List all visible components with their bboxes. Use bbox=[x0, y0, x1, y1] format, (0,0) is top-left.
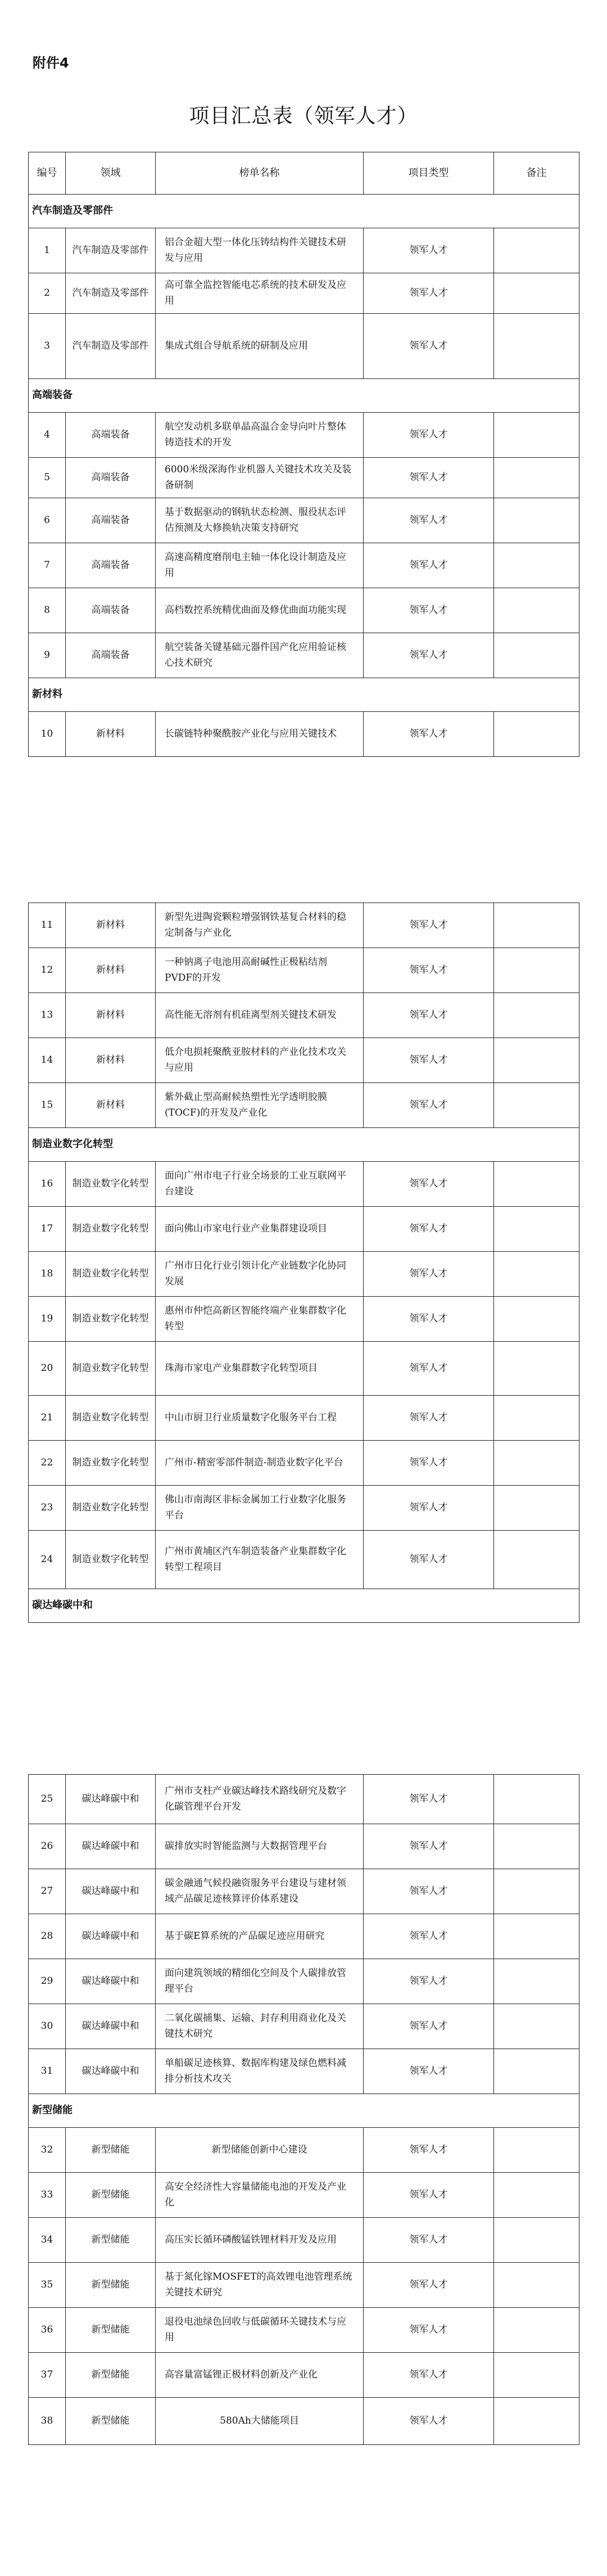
cell-field: 新型储能 bbox=[66, 2128, 156, 2173]
cell-project-type: 领军人才 bbox=[364, 993, 494, 1038]
cell-number: 15 bbox=[29, 1083, 66, 1128]
cell-number: 29 bbox=[29, 1959, 66, 2004]
cell-remarks bbox=[494, 993, 579, 1038]
table-row bbox=[29, 1396, 579, 1441]
cell-number: 30 bbox=[29, 2004, 66, 2049]
cell-project-type: 领军人才 bbox=[364, 1083, 494, 1128]
cell-list-name: 高可靠全监控智能电芯系统的技术研发及应用 bbox=[156, 273, 364, 314]
table-row bbox=[29, 1342, 579, 1396]
cell-field: 制造业数字化转型 bbox=[66, 1252, 156, 1297]
cell-number: 9 bbox=[29, 633, 66, 678]
cell-remarks bbox=[494, 2263, 579, 2308]
table-row bbox=[29, 498, 579, 543]
header-project-type: 项目类型 bbox=[364, 152, 494, 195]
cell-remarks bbox=[494, 633, 579, 678]
cell-list-name: 中山市厨卫行业质量数字化服务平台工程 bbox=[156, 1396, 364, 1441]
cell-project-type: 领军人才 bbox=[364, 1959, 494, 2004]
cell-remarks bbox=[494, 273, 579, 314]
cell-number: 10 bbox=[29, 712, 66, 757]
cell-number: 33 bbox=[29, 2173, 66, 2218]
cell-number: 23 bbox=[29, 1486, 66, 1531]
cell-remarks bbox=[494, 2128, 579, 2173]
cell-list-name: 紫外截止型高耐候热塑性光学透明胶膜(TOCF)的开发及产业化 bbox=[156, 1083, 364, 1128]
header-list-name: 榜单名称 bbox=[156, 152, 364, 195]
table-row bbox=[29, 543, 579, 588]
table-row bbox=[29, 1486, 579, 1531]
cell-number: 16 bbox=[29, 1162, 66, 1207]
cell-number: 18 bbox=[29, 1252, 66, 1297]
cell-list-name: 单船碳足迹核算、数据库构建及绿色燃料减排分析技术攻关 bbox=[156, 2049, 364, 2094]
cell-number: 12 bbox=[29, 948, 66, 993]
cell-field: 制造业数字化转型 bbox=[66, 1297, 156, 1342]
table-row bbox=[29, 1914, 579, 1959]
category-label: 制造业数字化转型 bbox=[29, 1128, 579, 1162]
cell-project-type: 领军人才 bbox=[364, 588, 494, 633]
cell-remarks bbox=[494, 2049, 579, 2094]
cell-number: 24 bbox=[29, 1531, 66, 1589]
table-row bbox=[29, 1297, 579, 1342]
cell-field: 碳达峰碳中和 bbox=[66, 2004, 156, 2049]
table-row bbox=[29, 633, 579, 678]
cell-number: 20 bbox=[29, 1342, 66, 1396]
cell-project-type: 领军人才 bbox=[364, 2308, 494, 2353]
table-row bbox=[29, 2398, 579, 2445]
cell-list-name: 长碳链特种聚酰胺产业化与应用关键技术 bbox=[156, 712, 364, 757]
cell-list-name: 高安全经济性大容量储能电池的开发及产业化 bbox=[156, 2173, 364, 2218]
table-row bbox=[29, 1038, 579, 1083]
cell-project-type: 领军人才 bbox=[364, 1038, 494, 1083]
cell-field: 新型储能 bbox=[66, 2398, 156, 2445]
cell-project-type: 领军人才 bbox=[364, 1396, 494, 1441]
category-label: 高端装备 bbox=[29, 379, 579, 413]
cell-remarks bbox=[494, 588, 579, 633]
table-row bbox=[29, 228, 579, 273]
table-row bbox=[29, 273, 579, 314]
cell-remarks bbox=[494, 1824, 579, 1869]
cell-number: 27 bbox=[29, 1869, 66, 1914]
cell-project-type: 领军人才 bbox=[364, 948, 494, 993]
cell-remarks bbox=[494, 1297, 579, 1342]
cell-remarks bbox=[494, 2353, 579, 2398]
cell-list-name: 广州市支柱产业碳达峰技术路线研究及数字化碳管理平台开发 bbox=[156, 1775, 364, 1824]
table-row bbox=[29, 2263, 579, 2308]
table-row bbox=[29, 1083, 579, 1128]
cell-number: 5 bbox=[29, 458, 66, 498]
cell-list-name: 高容量富锰锂正极材料创新及产业化 bbox=[156, 2353, 364, 2398]
table-row bbox=[29, 712, 579, 757]
cell-number: 14 bbox=[29, 1038, 66, 1083]
summary-table-page-2 bbox=[28, 903, 579, 1623]
cell-number: 7 bbox=[29, 543, 66, 588]
cell-remarks bbox=[494, 1083, 579, 1128]
table-row bbox=[29, 2004, 579, 2049]
cell-list-name: 二氧化碳捕集、运输、封存利用商业化及关键技术研究 bbox=[156, 2004, 364, 2049]
cell-field: 新型储能 bbox=[66, 2353, 156, 2398]
cell-project-type: 领军人才 bbox=[364, 903, 494, 948]
table-row bbox=[29, 1252, 579, 1297]
cell-project-type: 领军人才 bbox=[364, 314, 494, 379]
cell-field: 高端装备 bbox=[66, 633, 156, 678]
cell-list-name: 航空发动机多联单晶高温合金导向叶片整体铸造技术的开发 bbox=[156, 413, 364, 458]
cell-list-name: 高速高精度磨削电主轴一体化设计制造及应用 bbox=[156, 543, 364, 588]
cell-remarks bbox=[494, 1959, 579, 2004]
cell-project-type: 领军人才 bbox=[364, 228, 494, 273]
cell-remarks bbox=[494, 2004, 579, 2049]
category-label: 新材料 bbox=[29, 678, 579, 712]
cell-number: 37 bbox=[29, 2353, 66, 2398]
cell-number: 2 bbox=[29, 273, 66, 314]
cell-list-name: 铝合金超大型一体化压铸结构件关键技术研发与应用 bbox=[156, 228, 364, 273]
cell-remarks bbox=[494, 1162, 579, 1207]
cell-field: 高端装备 bbox=[66, 498, 156, 543]
cell-remarks bbox=[494, 458, 579, 498]
cell-number: 11 bbox=[29, 903, 66, 948]
cell-field: 高端装备 bbox=[66, 413, 156, 458]
cell-project-type: 领军人才 bbox=[364, 2218, 494, 2263]
table-row bbox=[29, 948, 579, 993]
cell-field: 汽车制造及零部件 bbox=[66, 228, 156, 273]
header-field: 领域 bbox=[66, 152, 156, 195]
cell-field: 新材料 bbox=[66, 993, 156, 1038]
cell-list-name: 惠州市仲恺高新区智能终端产业集群数字化转型 bbox=[156, 1297, 364, 1342]
cell-field: 制造业数字化转型 bbox=[66, 1342, 156, 1396]
cell-project-type: 领军人才 bbox=[364, 633, 494, 678]
cell-list-name: 高性能无溶剂有机硅离型剂关键技术研发 bbox=[156, 993, 364, 1038]
cell-field: 碳达峰碳中和 bbox=[66, 1959, 156, 2004]
cell-remarks bbox=[494, 2398, 579, 2445]
cell-list-name: 基于数据驱动的钢轨状态检测、服役状态评估预测及大修换轨决策支持研究 bbox=[156, 498, 364, 543]
category-label: 汽车制造及零部件 bbox=[29, 195, 579, 228]
cell-project-type: 领军人才 bbox=[364, 1486, 494, 1531]
cell-number: 38 bbox=[29, 2398, 66, 2445]
cell-number: 22 bbox=[29, 1441, 66, 1486]
table-row bbox=[29, 2173, 579, 2218]
table-row bbox=[29, 2128, 579, 2173]
cell-project-type: 领军人才 bbox=[364, 413, 494, 458]
cell-remarks bbox=[494, 2173, 579, 2218]
cell-list-name: 面向广州市电子行业全场景的工业互联网平台建设 bbox=[156, 1162, 364, 1207]
cell-project-type: 领军人才 bbox=[364, 2398, 494, 2445]
table-row bbox=[29, 314, 579, 379]
category-row bbox=[29, 1128, 579, 1162]
cell-remarks bbox=[494, 1252, 579, 1297]
cell-number: 21 bbox=[29, 1396, 66, 1441]
cell-field: 制造业数字化转型 bbox=[66, 1531, 156, 1589]
cell-project-type: 领军人才 bbox=[364, 2353, 494, 2398]
cell-field: 汽车制造及零部件 bbox=[66, 314, 156, 379]
cell-field: 新型储能 bbox=[66, 2308, 156, 2353]
table-row bbox=[29, 1824, 579, 1869]
table-row bbox=[29, 1959, 579, 2004]
cell-project-type: 领军人才 bbox=[364, 1252, 494, 1297]
cell-field: 新材料 bbox=[66, 903, 156, 948]
cell-list-name: 面向建筑领域的精细化空间及个人碳排放管理平台 bbox=[156, 1959, 364, 2004]
cell-project-type: 领军人才 bbox=[364, 1297, 494, 1342]
table-row bbox=[29, 1441, 579, 1486]
cell-remarks bbox=[494, 498, 579, 543]
cell-field: 新型储能 bbox=[66, 2263, 156, 2308]
cell-remarks bbox=[494, 228, 579, 273]
cell-field: 碳达峰碳中和 bbox=[66, 1775, 156, 1824]
cell-field: 新材料 bbox=[66, 712, 156, 757]
cell-project-type: 领军人才 bbox=[364, 2128, 494, 2173]
cell-project-type: 领军人才 bbox=[364, 1914, 494, 1959]
cell-remarks bbox=[494, 2218, 579, 2263]
table-header-row bbox=[29, 152, 579, 195]
cell-field: 制造业数字化转型 bbox=[66, 1486, 156, 1531]
cell-list-name: 新型先进陶瓷颗粒增强钢铁基复合材料的稳定制备与产业化 bbox=[156, 903, 364, 948]
cell-project-type: 领军人才 bbox=[364, 712, 494, 757]
cell-list-name: 新型储能创新中心建设 bbox=[156, 2128, 364, 2173]
cell-list-name: 退役电池绿色回收与低碳循环关键技术与应用 bbox=[156, 2308, 364, 2353]
cell-number: 25 bbox=[29, 1775, 66, 1824]
cell-field: 高端装备 bbox=[66, 458, 156, 498]
cell-field: 碳达峰碳中和 bbox=[66, 1869, 156, 1914]
cell-list-name: 基于碳E算系统的产品碳足迹应用研究 bbox=[156, 1914, 364, 1959]
cell-remarks bbox=[494, 1869, 579, 1914]
cell-project-type: 领军人才 bbox=[364, 458, 494, 498]
cell-field: 制造业数字化转型 bbox=[66, 1441, 156, 1486]
category-row bbox=[29, 1589, 579, 1623]
cell-remarks bbox=[494, 413, 579, 458]
cell-list-name: 航空装备关键基础元器件国产化应用验证核心技术研究 bbox=[156, 633, 364, 678]
cell-list-name: 碳金融通气候投融资服务平台建设与建材领域产品碳足迹核算评价体系建设 bbox=[156, 1869, 364, 1914]
cell-project-type: 领军人才 bbox=[364, 1342, 494, 1396]
cell-remarks bbox=[494, 712, 579, 757]
cell-list-name: 集成式组合导航系统的研制及应用 bbox=[156, 314, 364, 379]
cell-project-type: 领军人才 bbox=[364, 1824, 494, 1869]
category-label: 新型储能 bbox=[29, 2094, 579, 2128]
cell-project-type: 领军人才 bbox=[364, 1441, 494, 1486]
cell-list-name: 低介电损耗聚酰亚胺材料的产业化技术攻关与应用 bbox=[156, 1038, 364, 1083]
cell-project-type: 领军人才 bbox=[364, 2004, 494, 2049]
cell-remarks bbox=[494, 1775, 579, 1824]
cell-remarks bbox=[494, 948, 579, 993]
cell-number: 8 bbox=[29, 588, 66, 633]
cell-remarks bbox=[494, 1207, 579, 1252]
cell-list-name: 高档数控系统精优曲面及修优曲面功能实现 bbox=[156, 588, 364, 633]
table-row bbox=[29, 1775, 579, 1824]
cell-number: 19 bbox=[29, 1297, 66, 1342]
attachment-label: 附件4 bbox=[33, 55, 69, 71]
cell-field: 制造业数字化转型 bbox=[66, 1207, 156, 1252]
header-number: 编号 bbox=[29, 152, 66, 195]
cell-remarks bbox=[494, 1038, 579, 1083]
cell-number: 32 bbox=[29, 2128, 66, 2173]
cell-field: 碳达峰碳中和 bbox=[66, 2049, 156, 2094]
cell-remarks bbox=[494, 314, 579, 379]
cell-list-name: 碳排放实时智能监测与大数据管理平台 bbox=[156, 1824, 364, 1869]
header-remarks: 备注 bbox=[494, 152, 579, 195]
cell-project-type: 领军人才 bbox=[364, 2263, 494, 2308]
cell-remarks bbox=[494, 1486, 579, 1531]
cell-field: 制造业数字化转型 bbox=[66, 1162, 156, 1207]
cell-field: 制造业数字化转型 bbox=[66, 1396, 156, 1441]
cell-project-type: 领军人才 bbox=[364, 1775, 494, 1824]
table-row bbox=[29, 1162, 579, 1207]
cell-number: 6 bbox=[29, 498, 66, 543]
cell-field: 汽车制造及零部件 bbox=[66, 273, 156, 314]
cell-number: 35 bbox=[29, 2263, 66, 2308]
cell-field: 新材料 bbox=[66, 948, 156, 993]
table-row bbox=[29, 458, 579, 498]
table-row bbox=[29, 588, 579, 633]
cell-project-type: 领军人才 bbox=[364, 273, 494, 314]
cell-project-type: 领军人才 bbox=[364, 2049, 494, 2094]
cell-field: 高端装备 bbox=[66, 588, 156, 633]
cell-project-type: 领军人才 bbox=[364, 543, 494, 588]
table-row bbox=[29, 2308, 579, 2353]
cell-remarks bbox=[494, 2308, 579, 2353]
cell-number: 31 bbox=[29, 2049, 66, 2094]
cell-remarks bbox=[494, 1342, 579, 1396]
cell-list-name: 广州市黄埔区汽车制造装备产业集群数字化转型工程项目 bbox=[156, 1531, 364, 1589]
cell-field: 高端装备 bbox=[66, 543, 156, 588]
cell-project-type: 领军人才 bbox=[364, 1869, 494, 1914]
cell-field: 碳达峰碳中和 bbox=[66, 1824, 156, 1869]
table-row bbox=[29, 1531, 579, 1589]
cell-number: 28 bbox=[29, 1914, 66, 1959]
cell-list-name: 面向佛山市家电行业产业集群建设项目 bbox=[156, 1207, 364, 1252]
cell-remarks bbox=[494, 1441, 579, 1486]
cell-list-name: 佛山市南海区非标金属加工行业数字化服务平台 bbox=[156, 1486, 364, 1531]
cell-number: 4 bbox=[29, 413, 66, 458]
cell-project-type: 领军人才 bbox=[364, 1207, 494, 1252]
cell-list-name: 580Ah大储能项目 bbox=[156, 2398, 364, 2445]
cell-number: 34 bbox=[29, 2218, 66, 2263]
category-row bbox=[29, 678, 579, 712]
table-row bbox=[29, 903, 579, 948]
cell-number: 36 bbox=[29, 2308, 66, 2353]
cell-field: 新材料 bbox=[66, 1038, 156, 1083]
cell-remarks bbox=[494, 1396, 579, 1441]
table-row bbox=[29, 1207, 579, 1252]
summary-table-page-1 bbox=[28, 152, 579, 757]
cell-field: 新型储能 bbox=[66, 2218, 156, 2263]
category-row bbox=[29, 379, 579, 413]
page-title: 项目汇总表（领军人才） bbox=[189, 105, 418, 128]
cell-project-type: 领军人才 bbox=[364, 1531, 494, 1589]
cell-field: 新材料 bbox=[66, 1083, 156, 1128]
cell-field: 碳达峰碳中和 bbox=[66, 1914, 156, 1959]
cell-list-name: 珠海市家电产业集群数字化转型项目 bbox=[156, 1342, 364, 1396]
cell-remarks bbox=[494, 903, 579, 948]
category-row bbox=[29, 2094, 579, 2128]
cell-number: 1 bbox=[29, 228, 66, 273]
cell-number: 17 bbox=[29, 1207, 66, 1252]
table-row bbox=[29, 2049, 579, 2094]
table-row bbox=[29, 1869, 579, 1914]
cell-field: 新型储能 bbox=[66, 2173, 156, 2218]
cell-number: 3 bbox=[29, 314, 66, 379]
cell-list-name: 高压实长循环磷酸锰铁锂材料开发及应用 bbox=[156, 2218, 364, 2263]
table-row bbox=[29, 993, 579, 1038]
cell-project-type: 领军人才 bbox=[364, 2173, 494, 2218]
cell-project-type: 领军人才 bbox=[364, 498, 494, 543]
cell-list-name: 6000米级深海作业机器人关键技术攻关及装备研制 bbox=[156, 458, 364, 498]
cell-remarks bbox=[494, 543, 579, 588]
table-row bbox=[29, 413, 579, 458]
cell-project-type: 领军人才 bbox=[364, 1162, 494, 1207]
cell-list-name: 广州市-精密零部件制造-制造业数字化平台 bbox=[156, 1441, 364, 1486]
cell-list-name: 基于氮化镓MOSFET的高效锂电池管理系统关键技术研究 bbox=[156, 2263, 364, 2308]
table-row bbox=[29, 2353, 579, 2398]
cell-remarks bbox=[494, 1914, 579, 1959]
cell-number: 26 bbox=[29, 1824, 66, 1869]
category-row bbox=[29, 195, 579, 228]
cell-list-name: 广州市日化行业引领计化产业链数字化协同发展 bbox=[156, 1252, 364, 1297]
table-row bbox=[29, 2218, 579, 2263]
cell-number: 13 bbox=[29, 993, 66, 1038]
category-label: 碳达峰碳中和 bbox=[29, 1589, 579, 1623]
cell-list-name: 一种钠离子电池用高耐碱性正极粘结剂PVDF的开发 bbox=[156, 948, 364, 993]
cell-remarks bbox=[494, 1531, 579, 1589]
summary-table-page-3 bbox=[28, 1774, 579, 2445]
